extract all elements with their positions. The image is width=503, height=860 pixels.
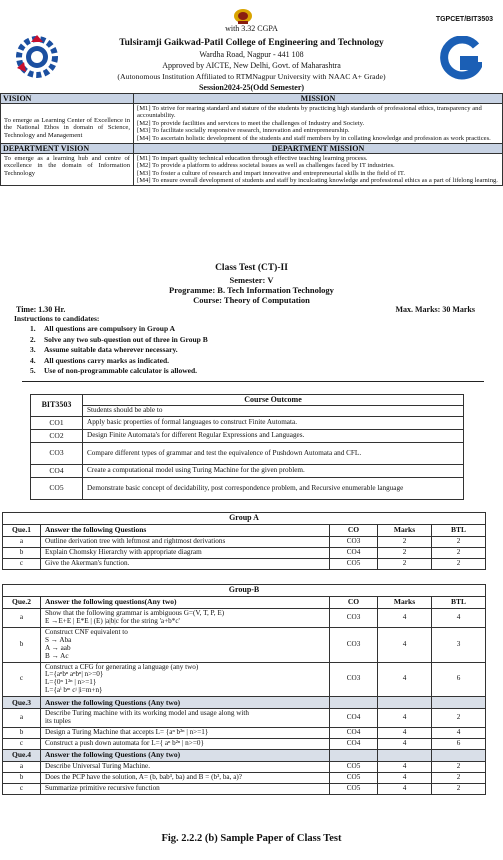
question-number: Que.4: [3, 749, 41, 761]
co-label: CO3: [31, 443, 83, 465]
marks-column-header: Marks: [378, 525, 432, 537]
marks-column-header: Marks: [378, 597, 432, 609]
college-g-logo-icon: [440, 36, 482, 82]
question-heading: Answer the following Questions: [41, 525, 330, 537]
figure-caption: Fig. 2.2.2 (b) Sample Paper of Class Test: [161, 833, 342, 844]
dept-mission-item: [M3] To foster a culture of research and impart innovative and entrepreneurial skills in the field of IT.: [137, 169, 406, 177]
course-outcome-table: [30, 394, 464, 500]
dept-mission-heading: DEPARTMENT MISSION: [134, 143, 503, 153]
dept-mission-item: [M1] To impart quality technical education through effective teaching learning process.: [137, 154, 368, 162]
table-row: b Explain Chomsky Hierarchy with appropriate diagram CO4 2 2: [3, 547, 486, 558]
question-number: Que.2: [3, 597, 41, 609]
college-name: Tulsiramji Gaikwad-Patil College of Engineering and Technology: [119, 38, 384, 48]
btl-column-header: BTL: [432, 597, 486, 609]
dept-vision-text: To emerge as a learning hub and centre of excellence in the domain of Information Technology: [1, 153, 134, 186]
instruction-item: 2. Solve any two sub-question out of three in Group B: [30, 334, 208, 344]
mission-item: [M4] To ascertain holistic development of the students and staff members by in collating knowledge and profession as work practices.: [137, 134, 491, 142]
course-code: BIT3503: [31, 395, 83, 417]
co-column-header: CO: [330, 597, 378, 609]
table-row: a Describe Turing machine with its working model and usage along with its tuples CO4 4 2: [3, 709, 486, 728]
mission-item: [M2] To provide facilities and services to meet the challenges of Industry and Society.: [137, 119, 365, 127]
table-row: b Design a Turing Machine that accepts L= {aⁿ b²ⁿ | n>=1} CO4 4 4: [3, 728, 486, 739]
co-label: CO1: [31, 417, 83, 430]
group-b-title: Group-B: [3, 585, 486, 597]
question-number: Que.3: [3, 697, 41, 709]
vision-mission-table: [0, 93, 503, 186]
co-text: Demonstrate basic concept of decidability, post correspondence problem, and Recursive enumerable language: [83, 478, 464, 500]
dept-vision-heading: DEPARTMENT VISION: [1, 143, 134, 153]
instructions-list: [30, 324, 208, 377]
mission-heading: MISSION: [134, 94, 503, 104]
vision-text: To emerge as Learning Center of Excellence in the National Ethos in domain of Science, Technology and Management: [1, 104, 134, 144]
max-marks-line: Max. Marks: 30 Marks: [395, 305, 475, 314]
time-line: Time: 1.30 Hr.: [16, 305, 66, 314]
question-number: Que.1: [3, 525, 41, 537]
question-heading: Answer the following questions(Any two): [41, 597, 330, 609]
vision-heading: VISION: [1, 94, 134, 104]
co-text: Compare different types of grammar and test the equivalence of Pushdown Automata and CFL.: [83, 443, 464, 465]
test-title: Class Test (CT)-II: [215, 263, 288, 273]
approval-line: Approved by AICTE, New Delhi, Govt. of Maharashtra: [162, 61, 341, 70]
co-label: CO2: [31, 430, 83, 443]
mission-list: [134, 104, 503, 144]
programme-line: Programme: B. Tech Information Technology: [169, 285, 334, 295]
course-line: Course: Theory of Computation: [193, 295, 310, 305]
co-label: CO5: [31, 478, 83, 500]
instruction-item: 1. All questions are compulsory in Group A: [30, 324, 175, 333]
co-text: Design Finite Automata's for different Regular Expressions and Languages.: [83, 430, 464, 443]
co-text: Apply basic properties of formal languages to construct Finite Automata.: [83, 417, 464, 430]
paper-code: TGPCET/BIT3503: [435, 16, 493, 23]
cgpa-line: with 3.32 CGPA: [225, 24, 278, 33]
divider: [22, 381, 484, 382]
table-row: a Show that the following grammar is ambiguous G=(V, T, P, E) E →E+E | E*E | (E) |a|b|c for the string 'a+b*c' CO3 4 4: [3, 609, 486, 628]
mission-item: [M1] To strive for rearing standard and stature of the students by practicing high standards of professional ethics, transparency and accountability.: [137, 105, 482, 120]
question-heading: Answer the following Questions (Any two): [41, 749, 330, 761]
co-text: Create a computational model using Turing Machine for the given problem.: [83, 465, 464, 478]
instruction-item: 3. Assume suitable data wherever necessary.: [30, 345, 178, 354]
dept-mission-item: [M2] To provide a platform to address societal issues as well as challenges faced by IT industries.: [137, 162, 395, 170]
group-a-table: [2, 512, 486, 570]
mission-item: [M3] To facilitate socially responsive research, innovation and entrepreneurship.: [137, 127, 350, 135]
question-heading: Answer the following Questions (Any two): [41, 697, 330, 709]
table-row: b Does the PCP have the solution, A= (b, bab³, ba) and B = (b³, ba, a)? CO5 4 2: [3, 772, 486, 783]
instructions-title: Instructions to candidates:: [14, 314, 100, 323]
table-row: a Describe Universal Turing Machine. CO5 4 2: [3, 761, 486, 772]
session-line: Session2024-25(Odd Semester): [198, 83, 305, 92]
course-outcome-heading: Course Outcome: [83, 395, 464, 406]
btl-column-header: BTL: [432, 525, 486, 537]
group-a-title: Group A: [3, 513, 486, 525]
table-row: b Construct CNF equivalent to S → Aba A → aab B → Ac CO3 4 3: [3, 627, 486, 662]
autonomous-line: (Autonomous Institution Affiliated to RTMNagpur University with NAAC A+ Grade): [117, 72, 386, 81]
dept-mission-item: [M4] To ensure overall development of students and staff by inculcating knowledge and professional ethics as a part of lifelong learning.: [137, 177, 498, 184]
table-row: c Construct a CFG for generating a language (any two) L={aⁿbⁿ aⁿbⁿ| n>=0} L={0ⁿ 1²ⁿ | n>=1} L={aⁱ bᵐ cʲ |i=m+n} CO3 4 6: [3, 662, 486, 697]
instruction-item: 4. All questions carry marks as indicated.: [30, 355, 170, 365]
table-row: c Summarize primitive recursive function CO5 4 2: [3, 783, 486, 794]
table-row: c Give the Akerman's function. CO5 2 2: [3, 558, 486, 569]
group-b-table: [2, 584, 486, 795]
course-outcome-intro: Students should be able to: [83, 406, 464, 417]
table-row: a Outline derivation tree with leftmost and rightmost derivations CO3 2 2: [3, 537, 486, 548]
table-row: c Construct a push down automata for L={ aⁿ b²ⁿ | n>=0} CO4 4 6: [3, 738, 486, 749]
semester-line: Semester: V: [229, 275, 274, 285]
dept-mission-list: [134, 153, 503, 186]
college-address: Wardha Road, Nagpur - 441 108: [199, 50, 304, 59]
co-label: CO4: [31, 465, 83, 478]
co-column-header: CO: [330, 525, 378, 537]
naac-emblem-icon: [231, 6, 255, 24]
instruction-item: 5. Use of non-programmable calculator is allowed.: [30, 366, 198, 375]
